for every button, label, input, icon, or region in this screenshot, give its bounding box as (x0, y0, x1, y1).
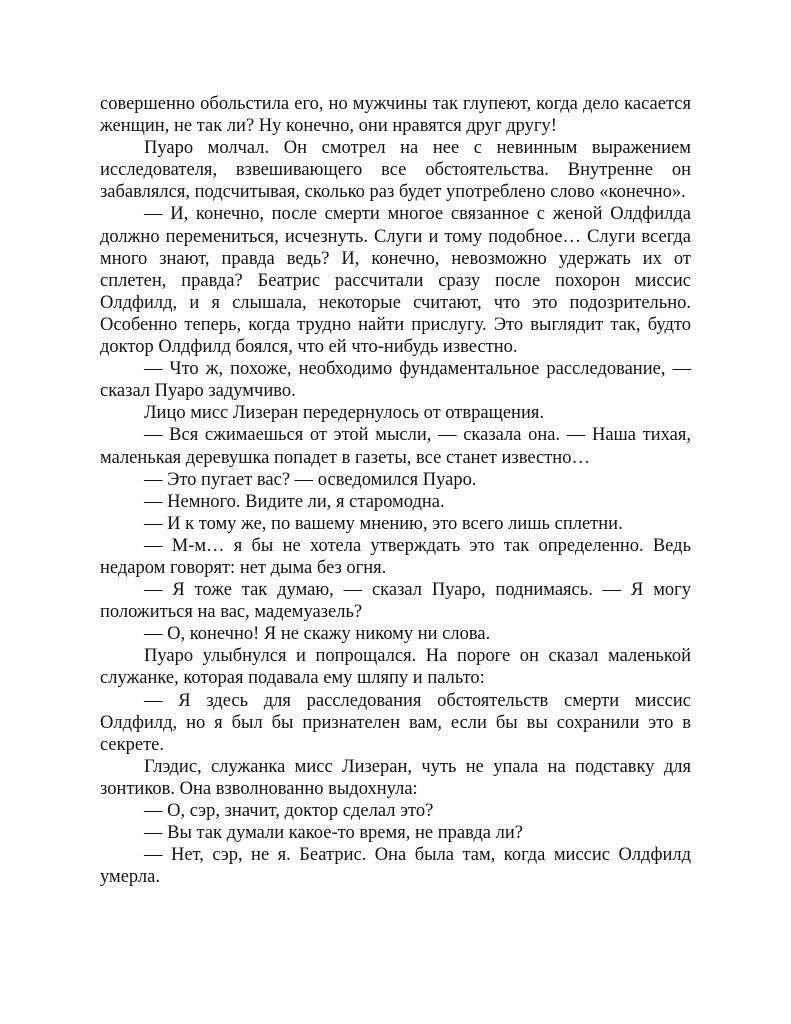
paragraph: — И к тому же, по вашему мнению, это всего лишь сплетни. (144, 513, 623, 534)
paragraph: Лицо мисс Лизеран передернулось от отвращения. (144, 403, 544, 424)
paragraph: — Это пугает вас? — осведомился Пуаро. (144, 469, 477, 490)
paragraph: — О, сэр, значит, доктор сделал это? (144, 801, 434, 821)
document-page (100, 93, 691, 888)
paragraph: — Вы так думали какое-то время, не правда ли? (144, 823, 523, 844)
paragraph: — Я здесь для расследования обстоятельств смерти миссис Олдфилд, но я был бы признателен вам, если бы вы сохранили это в секрете. (100, 690, 691, 755)
paragraph: Пуаро молчал. Он смотрел на нее с невинным выражением исследователя, взвешивающего все обстоятельства. Внутренне он забавлялся, подсчитывая, сколько раз будет употреблено слово «конечно». (100, 138, 691, 203)
paragraph: Глэдис, служанка мисс Лизеран, чуть не упала на подставку для зонтиков. Она взволнованно выдохнула: (100, 756, 691, 799)
paragraph: — Я тоже так думаю, — сказал Пуаро, поднимаясь. — Я могу положиться на вас, мадемуазель? (100, 580, 691, 623)
paragraph: — Что ж, похоже, необходимо фундаментальное расследование, — сказал Пуаро задумчиво. (100, 359, 691, 402)
paragraph: — Немного. Видите ли, я старомодна. (144, 491, 445, 512)
paragraph: — О, конечно! Я не скажу никому ни слова. (144, 624, 491, 645)
paragraph: — Вся сжимаешься от этой мысли, — сказала она. — Наша тихая, маленькая деревушка попадет в газеты, все станет известно… (100, 425, 691, 468)
paragraph: — И, конечно, после смерти многое связанное с женой Олдфилда должно перемениться, исчезнуть. Слуги и тому подобное… Слуги всегда много знают, правда ведь? И, конечно, невозможно удержать их от сплетен, правда? Беатрис рассчитали сразу после похорон миссис Олдфилд, и я слышала, некоторые считают, что это подозрительно. Особенно теперь, когда трудно найти прислугу. Это выглядит так, будто доктор Олдфилд боялся, что ей что-нибудь известно. (100, 204, 691, 358)
paragraph: Пуаро улыбнулся и попрощался. На пороге он сказал маленькой служанке, которая подавала ему шляпу и пальто: (100, 646, 691, 689)
paragraph: — Нет, сэр, не я. Беатрис. Она была там, когда миссис Олдфилд умерла. (100, 845, 691, 888)
paragraph: совершенно обольстила его, но мужчины так глупеют, когда дело касается женщин, не так ли? Ну конечно, они нравятся друг другу! (100, 94, 691, 137)
paragraph: — М-м… я бы не хотела утверждать это так определенно. Ведь недаром говорят: нет дыма без огня. (100, 535, 691, 578)
